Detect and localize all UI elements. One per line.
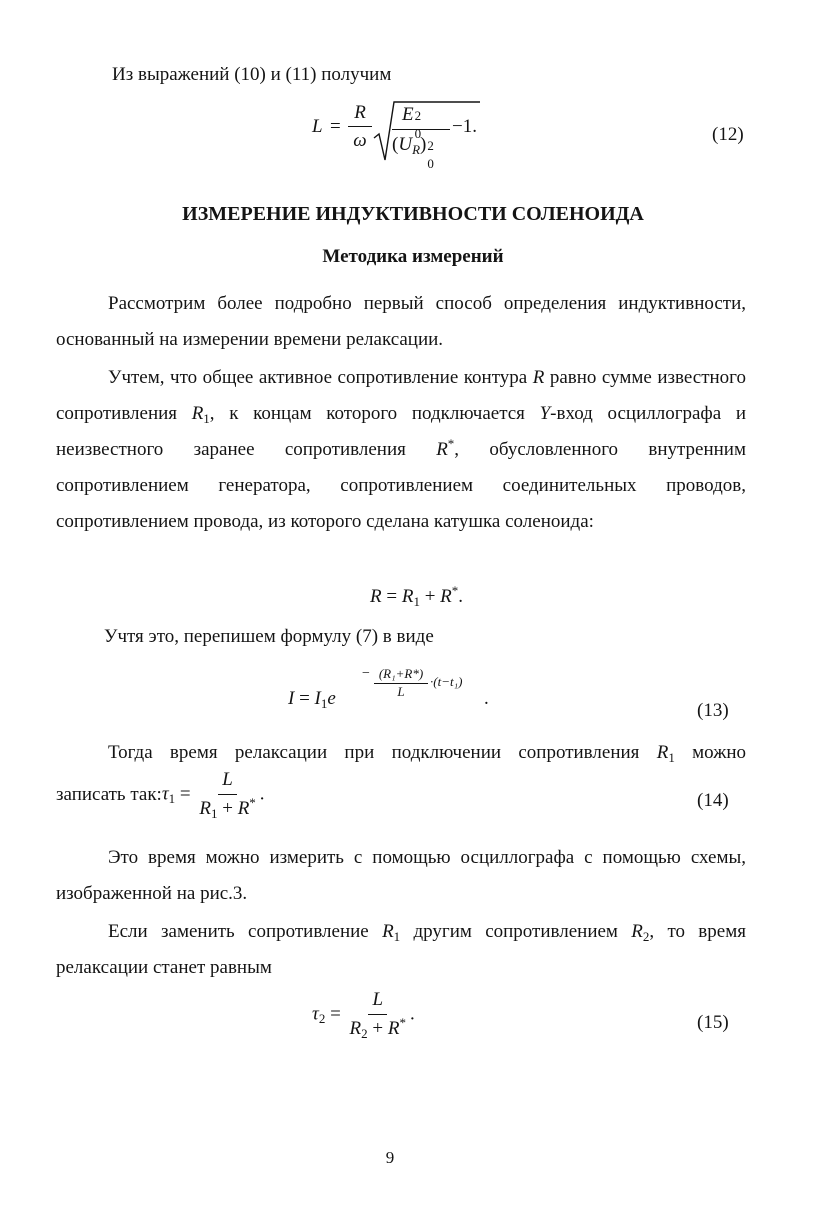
paragraph-4: Тогда время релаксации при подключении сопротивления $R_1$ можно	[108, 742, 746, 765]
eq12-minus-one: −1.	[452, 116, 477, 137]
eq12-E-sup: 2	[414, 108, 422, 123]
eq12-lhs: L	[312, 116, 323, 137]
equation-12: L = R ω E 2 0 $(U_R)$ 2 0 −1.	[312, 96, 512, 168]
eq12-U: U	[398, 134, 413, 155]
eq12-equals: =	[330, 116, 341, 137]
eq13-number: (13)	[697, 700, 729, 721]
exponent-minus: −	[362, 666, 370, 681]
eq14-number: (14)	[697, 790, 729, 811]
equation-15: $\tau_2$ = $\frac{L}{R_2 + R^*}$ .	[312, 989, 415, 1041]
exponent-tail: ·(t−t₁)	[430, 674, 463, 689]
euler-e: e	[327, 688, 336, 709]
eq15-number: (15)	[697, 1012, 729, 1033]
eq12-E: E	[402, 104, 414, 125]
equation-sum: $R = R_1 + R^*$.	[370, 583, 464, 609]
paragraph-2: Учтем, что общее активное сопротивление контура R равно сумме известного сопротивления $R_1$, к концам которого подключается Y-вход осциллографа и неизвестного заранее сопротивления R*, обусловленного внутренним сопротивлением генератора, сопротивлением соединительных проводов, сопротивлением провода, из которого сделана катушка соленоида:	[56, 367, 746, 532]
exponent-numerator: (R₁+R*)	[378, 666, 424, 681]
equation-14: записать $так:\tau_1$ = $\frac{L}{R_1 + R^*}$ .	[56, 769, 265, 821]
equation-13: $I = I_1e$ − (R₁+R*) L ·(t−t₁) .	[288, 666, 489, 711]
eq12-U-sup: 2	[427, 138, 434, 153]
paragraph-6: Если заменить сопротивление $R_1$ другим сопротивлением $R_2$, то время релаксации станет равным	[56, 921, 746, 978]
eq12-U-sub: R	[412, 142, 421, 157]
page-number: 9	[385, 1148, 395, 1167]
paragraph-5: Это время можно измерить с помощью осциллографа с помощью схемы, изображенной на рис.3.	[56, 847, 746, 904]
eq12-omega: ω	[353, 130, 367, 151]
intro-line: Из выражений (10) и (11) получим	[112, 64, 392, 85]
exponent-denominator: L	[397, 684, 405, 699]
eq12-R: R	[354, 102, 366, 123]
subsection-title: Методика измерений	[322, 246, 504, 267]
eq12-E-sub: 0	[414, 126, 422, 141]
eq12-U-sub2: 0	[427, 156, 434, 171]
paragraph-1: Рассмотрим более подробно первый способ определения индуктивности, основанный на измерении времени релаксации.	[56, 293, 746, 350]
eq12-number: (12)	[712, 124, 744, 145]
paragraph-3: Учтя это, перепишем формулу (7) в виде	[104, 626, 434, 647]
section-title: ИЗМЕРЕНИЕ ИНДУКТИВНОСТИ СОЛЕНОИДА	[182, 203, 644, 225]
